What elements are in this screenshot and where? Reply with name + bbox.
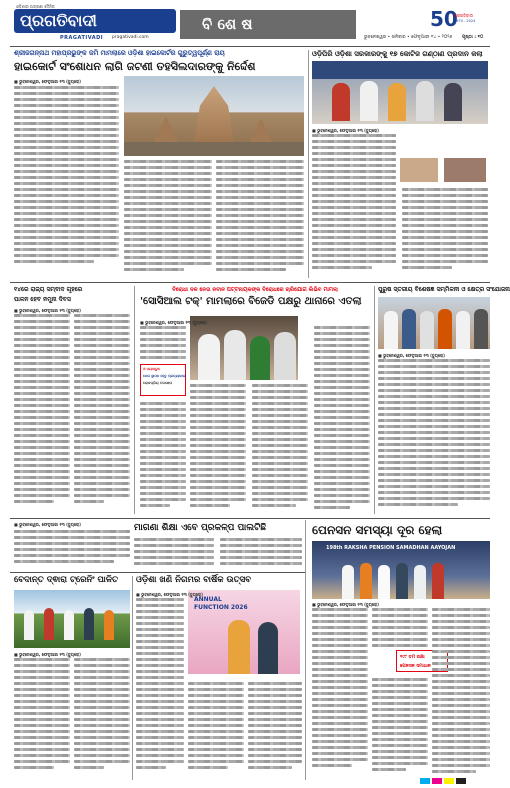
plantation-photo [14,590,130,648]
story-7-body [312,608,490,778]
masthead [0,0,500,48]
story-5-body [378,359,490,511]
section-divider-3 [10,572,305,573]
story-6-left-body [14,522,130,568]
story-1-headline: ହାଇକୋର୍ଟ ସଂଶୋଧନ ଲାଗି ଜଟଣୀ ତହସିଲଦାରଙ୍କୁ ନିର୍ଦ୍ଦେଶ [14,60,256,73]
logo-text: ପ୍ରଗତିବାଦୀ [20,11,97,30]
annual-banner-line-1: ANNUAL [194,596,222,603]
story-7-quote: ୧୯୮ ତମ ରକ୍ଷା ପେନସନ ସମାଧାନ [396,650,448,672]
masthead-divider [10,46,490,47]
story-2-body [312,134,490,278]
story-3-byline: ■ ଭୁବନେଶ୍ୱର, ଫେବୃଆରୀ ୧୩ (ବ୍ୟୁରୋ) [14,308,81,313]
story-6-headline: ମାଗଣା ଶିକ୍ଷା ଏବେ ପ୍ରକଳ୍ପ ପାଲଟିଛି [134,523,267,533]
story-4-body [140,326,372,512]
story-5-byline: ■ ଭୁବନେଶ୍ୱର, ଫେବୃଆରୀ ୧୩ (ବ୍ୟୁରୋ) [378,353,445,358]
logo-english: PRAGATIVADI [60,35,104,41]
story-4-byline: ■ ଭୁବନେଶ୍ୱର, ଫେବୃଆରୀ ୧୩ (ବ୍ୟୁରୋ) [140,320,207,325]
story-2-byline: ■ ଭୁବନେଶ୍ୱର, ଫେବୃଆରୀ ୧୩ (ବ୍ୟୁରୋ) [312,128,379,133]
story-5-headline: ପୁରୁଷ ସ୍ତରୀୟ ବିଶେଷଜ୍ଞ ସମ୍ମିଳନୀ ଓ କ୍ଷେତ୍ର ସଂଯୋଜନା [378,286,510,293]
story-9-headline: ଓଡ଼ିଶା ଖଣି ନିଗମର ବାର୍ଷିକ ଉତ୍ସବ [136,575,251,585]
story-3-headline-b: ପାଳନ ହେବ ନମୁନା ଦିବସ [14,296,71,303]
section-divider-1 [10,282,490,283]
section-title: ବି ଶେ ଷ [180,10,356,39]
column-divider-5 [132,576,133,780]
story-9-body [136,598,302,778]
story-6-body [134,538,302,568]
story-8-headline: ବେଦାନ୍ତ ଦ୍ଵାରା ଟ୍ରେନିଂ ପାଳିତ [14,575,119,585]
page-number: ପୃଷ୍ଠା : ୧୦ [462,35,484,40]
column-divider-4 [305,520,306,780]
column-divider-2 [134,286,135,514]
website: pragativadi.com [112,35,149,40]
column-divider-3 [374,286,375,514]
story-4-kicker: ବିରୋଧୀ ଦଳ ନେତା ନବୀନ ପଟ୍ଟନାୟକଙ୍କ ବିରୋଧରେ ଚାରିଯୋଗ ଲିଭିବ ମାମଲା [140,285,370,295]
story-3-body [14,314,130,510]
story-8-byline: ■ ଭୁବନେଶ୍ୱର, ଫେବୃଆରୀ ୧୩ (ବ୍ୟୁରୋ) [14,652,81,657]
story-4-boxed: ଓ ଦୟାଦ୍ରୁତ ନେତା ସ୍ଥାପନ ହେତୁ ପ୍ରତ୍ୟାକାରୀ ଲୋକପ୍ରିୟ ପଦକ୍ଷେପ [140,364,186,396]
pension-event-photo [312,541,490,599]
story-7-byline: ■ ଭୁବନେଶ୍ୱର, ଫେବୃଆରୀ ୧୩ (ବ୍ୟୁରୋ) [312,602,379,607]
story-6-byline: ■ ଭୁବନେଶ୍ୱର, ଫେବୃଆରୀ ୧୩ (ବ୍ୟୁରୋ) [14,522,81,527]
masthead-tagline: ଓଡ଼ିଶାର ଅଗ୍ରଣୀ ଦୈନିକ [16,4,55,9]
ceremony-photo [312,61,488,124]
story-1-byline: ■ ଭୁବନେଶ୍ୱର, ଫେବୃଆରୀ ୧୩ (ବ୍ୟୁରୋ) [14,79,81,84]
color-registration-bar [420,778,490,784]
pension-banner: 198th RAKSHA PENSION SAMADHAN AAYOJAN [326,545,456,551]
annual-banner-line-2: FUNCTION 2026 [194,604,248,611]
story-1-body [14,86,304,276]
story-4-headline: 'ସୋସିଆଲ ଟକ୍' ମାମଲାରେ ବିଜେଡି ପକ୍ଷରୁ ଥାନାରେ ଏତଲା [140,296,362,307]
meeting-photo [378,297,490,349]
column-divider [308,50,309,278]
logo [14,9,176,33]
section-divider-2 [10,518,490,519]
anniversary-logo: 50 ପ୍ରଗତିବାଦୀ 1974 - 2024 [430,7,476,31]
story-8-body [14,658,130,778]
story-3-headline-a: ୧୪ରେ ରାଜ୍ୟ ସମ୍ବାଦ ଗୃହରେ [14,286,83,293]
story-2-headline: ଓଡ଼ିପିରି ଓଡ଼ିଶା ସରକାରଙ୍କୁ ୧୭ କୋଟିଜ ଗଣ୍ଠାଣ ପ୍ରଦାନ କଲା [312,50,483,58]
story-7-headline: ପେନସନ ସମସ୍ୟା ଦୂର ହେଲା [312,523,443,537]
date-line: ଭୁବନେଶ୍ୱର • ଶନିବାର • ଫେବୃଆରୀ ୧୪ • ୨୦୨୬ [364,35,453,40]
story-1-kicker: ଶ୍ରୀଜଗନ୍ନାଥ ମହାପ୍ରଭୁଙ୍କ ଜମି ମାମଲାରେ ଓଡ଼ିଶା ହାଇକୋର୍ଟର ଗୁରୁତ୍ୱପୂର୍ଣ୍ଣ ରାୟ [14,49,225,57]
story-9-byline: ■ ଭୁବନେଶ୍ୱର, ଫେବୃଆରୀ ୧୩ (ବ୍ୟୁରୋ) [136,592,203,597]
